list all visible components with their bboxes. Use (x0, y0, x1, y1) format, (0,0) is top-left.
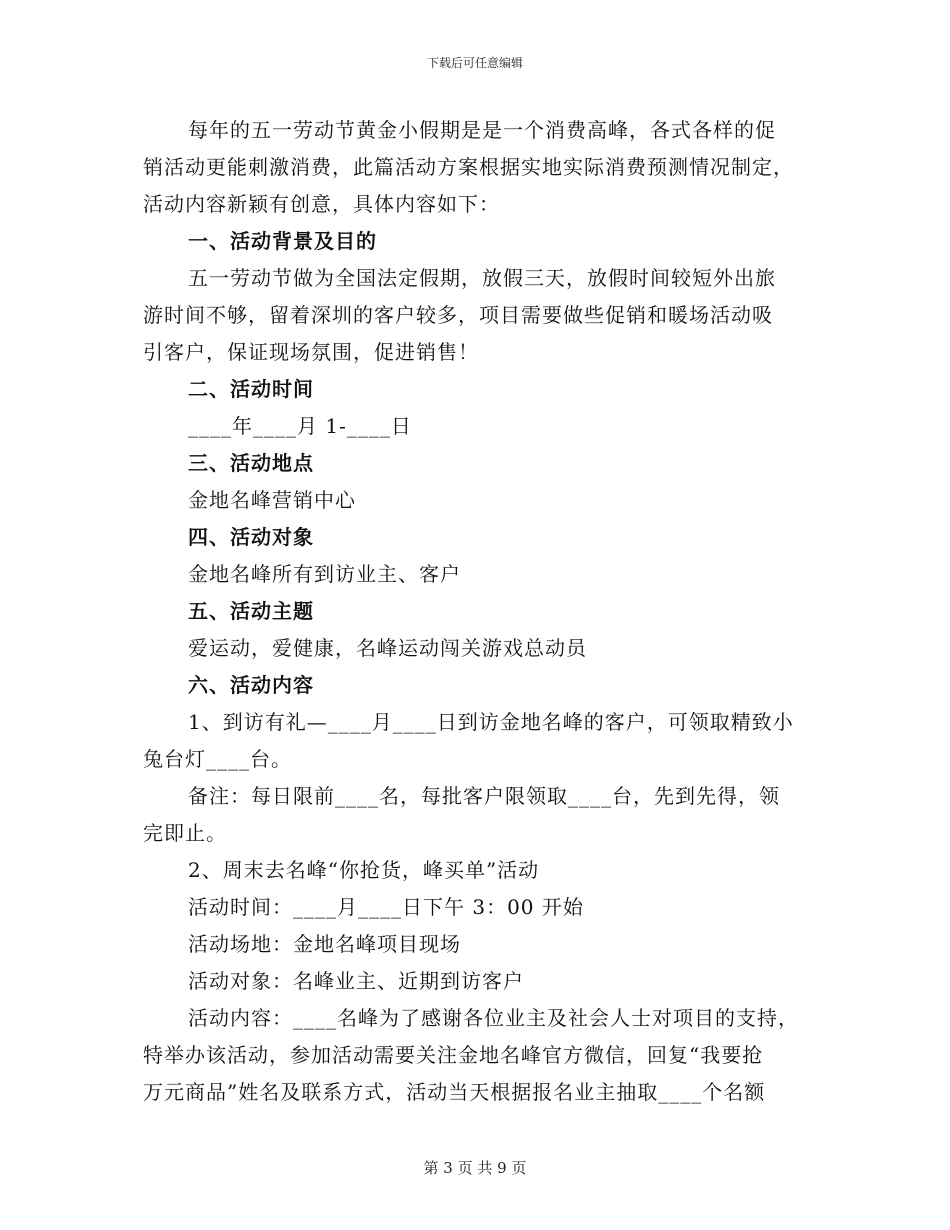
text-line: 1、到访有礼—____月____日到访金地名峰的客户，可领取精致小 (188, 710, 794, 734)
text-line: 金地名峰所有到访业主、客户 (188, 562, 461, 586)
section-heading: 三、活动地点 (188, 451, 314, 475)
text-line: 万元商品”姓名及联系方式，活动当天根据报名业主抽取____个名额 (143, 1080, 766, 1104)
text-line: 兔台灯____台。 (143, 747, 292, 771)
text-line: 活动时间：____月____日下午 3：00 开始 (188, 895, 584, 919)
text-line: 活动内容新颖有创意，具体内容如下： (143, 192, 500, 216)
text-line: 每年的五一劳动节黄金小假期是是一个消费高峰，各式各样的促 (188, 118, 776, 142)
text-line: 活动内容：____名峰为了感谢各位业主及社会人士对项目的支持， (188, 1006, 799, 1030)
text-line: 游时间不够，留着深圳的客户较多，项目需要做些促销和暖场活动吸 (143, 303, 773, 327)
text-line: 五一劳动节做为全国法定假期，放假三天，放假时间较短外出旅 (188, 266, 776, 290)
section-heading: 一、活动背景及目的 (188, 229, 377, 253)
section-heading: 五、活动主题 (188, 599, 314, 623)
text-line: 引客户，保证现场氛围，促进销售！ (143, 340, 479, 364)
text-line: 完即止。 (143, 821, 227, 845)
section-heading: 二、活动时间 (188, 377, 314, 401)
page-header: 下载后可任意编辑 (426, 56, 523, 70)
text-line: 2、周末去名峰“你抢货，峰买单”活动 (188, 858, 540, 882)
text-line: 活动场地：金地名峰项目现场 (188, 932, 461, 956)
section-heading: 四、活动对象 (188, 525, 314, 549)
text-line: 爱运动，爱健康，名峰运动闯关游戏总动员 (188, 636, 587, 660)
section-heading: 六、活动内容 (188, 673, 314, 697)
text-line: 活动对象：名峰业主、近期到访客户 (188, 969, 524, 993)
text-line: ____年____月 1-____日 (188, 414, 412, 438)
page-footer: 第 3 页 共 9 页 (423, 1159, 527, 1177)
text-line: 特举办该活动，参加活动需要关注金地名峰官方微信，回复“我要抢 (143, 1043, 764, 1067)
text-line: 销活动更能刺激消费，此篇活动方案根据实地实际消费预测情况制定， (143, 155, 794, 179)
text-line: 备注：每日限前____名，每批客户限领取____台，先到先得，领 (188, 784, 780, 808)
text-line: 金地名峰营销中心 (188, 488, 356, 512)
document-body (143, 112, 809, 1111)
